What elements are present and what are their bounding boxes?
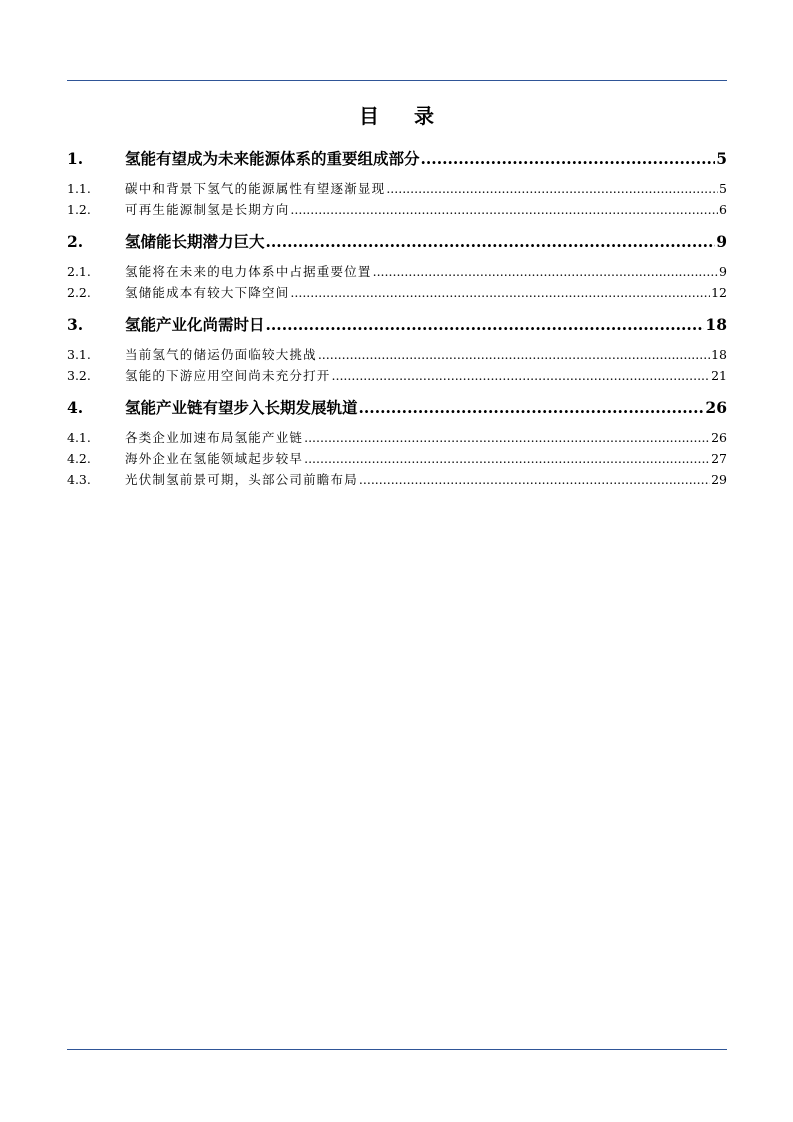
toc-entry-page: 12 bbox=[711, 285, 727, 300]
dot-leader bbox=[421, 149, 716, 168]
toc-entry-1-1[interactable] bbox=[67, 179, 727, 197]
toc-entry-title: 氢储能长期潜力巨大 bbox=[125, 232, 265, 251]
toc-entry-4-1[interactable] bbox=[67, 428, 727, 446]
toc-entry-title: 氢能的下游应用空间尚未充分打开 bbox=[125, 368, 331, 383]
dot-leader bbox=[290, 285, 710, 300]
toc-entry-number: 2.1. bbox=[67, 264, 91, 279]
toc-entry-page: 27 bbox=[711, 451, 727, 466]
toc-entry-4-2[interactable] bbox=[67, 449, 727, 467]
toc-entry-4[interactable] bbox=[67, 396, 727, 418]
toc-entry-number: 1. bbox=[67, 149, 84, 168]
toc-entry-page: 18 bbox=[711, 347, 727, 362]
toc-entry-page: 26 bbox=[705, 398, 727, 417]
toc-entry-page: 5 bbox=[716, 149, 727, 168]
toc-entry-page: 21 bbox=[711, 368, 727, 383]
header-rule bbox=[67, 80, 727, 81]
toc-entry-2[interactable] bbox=[67, 230, 727, 252]
toc-entry-page: 6 bbox=[719, 202, 727, 217]
toc-entry-title: 各类企业加速布局氢能产业链 bbox=[125, 430, 304, 445]
dot-leader bbox=[386, 181, 718, 196]
toc-entry-3-2[interactable] bbox=[67, 366, 727, 384]
toc-entry-title: 光伏制氢前景可期，头部公司前瞻布局 bbox=[125, 472, 358, 487]
toc-entry-number: 4.1. bbox=[67, 430, 91, 445]
toc-entry-page: 5 bbox=[719, 181, 727, 196]
toc-entry-2-1[interactable] bbox=[67, 262, 727, 280]
toc-entry-title: 氢能产业链有望步入长期发展轨道 bbox=[125, 398, 358, 417]
dot-leader bbox=[304, 451, 710, 466]
dot-leader bbox=[373, 264, 718, 279]
dot-leader bbox=[332, 368, 711, 383]
toc-entry-number: 4. bbox=[67, 398, 84, 417]
toc-entry-1[interactable] bbox=[67, 147, 727, 169]
toc-entry-title: 可再生能源制氢是长期方向 bbox=[125, 202, 290, 217]
toc-entry-number: 4.2. bbox=[67, 451, 91, 466]
footer-rule bbox=[67, 1049, 727, 1050]
dot-leader bbox=[266, 232, 716, 251]
dot-leader bbox=[359, 398, 705, 417]
toc-entry-number: 1.2. bbox=[67, 202, 91, 217]
toc-entry-number: 3.2. bbox=[67, 368, 91, 383]
toc-entry-title: 氢能将在未来的电力体系中占据重要位置 bbox=[125, 264, 372, 279]
toc-entry-3-1[interactable] bbox=[67, 345, 727, 363]
toc-entry-title: 氢能有望成为未来能源体系的重要组成部分 bbox=[125, 149, 420, 168]
toc-entry-number: 2.2. bbox=[67, 285, 91, 300]
toc-entry-page: 9 bbox=[716, 232, 727, 251]
dot-leader bbox=[266, 315, 705, 334]
toc-entry-number: 2. bbox=[67, 232, 84, 251]
toc-entry-page: 29 bbox=[711, 472, 727, 487]
toc-entry-2-2[interactable] bbox=[67, 283, 727, 301]
toc-entry-page: 26 bbox=[711, 430, 727, 445]
toc-entry-number: 4.3. bbox=[67, 472, 91, 487]
toc-entry-title: 氢储能成本有较大下降空间 bbox=[125, 285, 290, 300]
toc-entry-number: 1.1. bbox=[67, 181, 91, 196]
toc-entry-3[interactable] bbox=[67, 313, 727, 335]
dot-leader bbox=[304, 430, 710, 445]
toc-entry-4-3[interactable] bbox=[67, 470, 727, 488]
toc-entry-number: 3. bbox=[67, 315, 84, 334]
toc-entry-title: 氢能产业化尚需时日 bbox=[125, 315, 265, 334]
dot-leader bbox=[359, 472, 710, 487]
toc-entry-page: 18 bbox=[705, 315, 727, 334]
toc-entry-title: 碳中和背景下氢气的能源属性有望逐渐显现 bbox=[125, 181, 386, 196]
toc-heading: 目 录 bbox=[359, 104, 448, 128]
toc-entry-title: 海外企业在氢能领域起步较早 bbox=[125, 451, 304, 466]
toc-entry-title: 当前氢气的储运仍面临较大挑战 bbox=[125, 347, 317, 362]
toc-entry-1-2[interactable] bbox=[67, 200, 727, 218]
dot-leader bbox=[318, 347, 710, 362]
toc-entry-page: 9 bbox=[719, 264, 727, 279]
dot-leader bbox=[290, 202, 718, 217]
toc-entry-number: 3.1. bbox=[67, 347, 91, 362]
